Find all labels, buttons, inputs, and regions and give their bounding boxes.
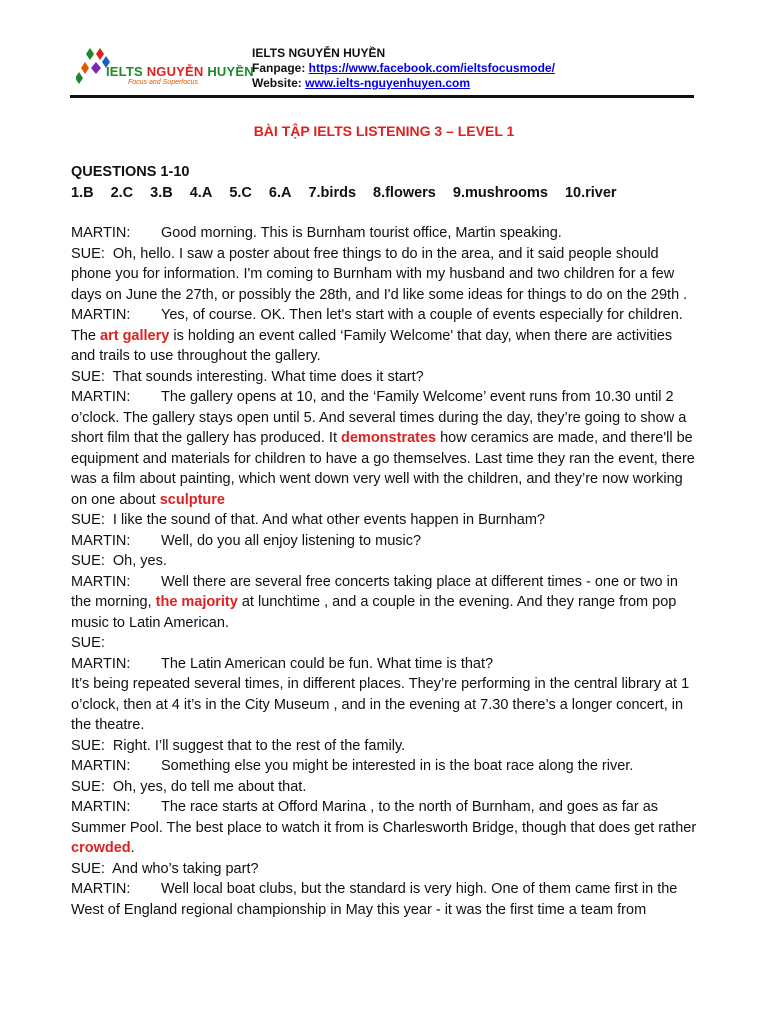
transcript-line: MARTIN: The Latin American could be fun. What time is that? [71,654,697,675]
questions-heading: QUESTIONS 1-10 [71,164,190,180]
document-title: BÀI TẬP IELTS LISTENING 3 – LEVEL 1 [253,123,515,139]
speaker-label: SUE: [71,778,105,795]
speaker-label: SUE: [71,860,105,877]
speaker-label: MARTIN: [71,389,131,405]
transcript-line: SUE: Oh, hello. I saw a poster about free things to do in the area, and it said people should phone you for information. I'm coming to Burnham with my husband and two children for a few days on June the 27th, or possibly the 28th, and I'd like some ideas for things to do on the 29th . [71,245,688,303]
speaker-label: MARTIN: [71,881,131,897]
answer-item: 9.mushrooms [452,184,548,201]
answer-item: 1.B [71,184,94,201]
org-info [252,46,555,91]
logo-tagline: Focus and Superfocus [128,79,199,86]
header-divider [70,95,694,98]
transcript-line: MARTIN: Something else you might be interested in is the boat race along the river. [71,756,697,777]
speaker-label: SUE: [71,737,105,754]
answer-key [71,183,697,204]
speaker-label: SUE: [71,512,105,528]
transcript-line: SUE: And who’s taking part? [71,860,259,877]
document-header [76,42,694,96]
speaker-label: MARTIN: [71,307,131,323]
speaker-label: MARTIN: [71,532,131,549]
speaker-label: MARTIN: [71,225,131,241]
transcript-line: SUE: Right. I’ll suggest that to the rest of the family. [71,737,406,754]
logo-wordmark: IELTS NGUYỄN HUYỀN [106,64,254,79]
website-line: Website: www.ielts-nguyenhuyen.com [252,76,471,90]
answer-item: 10.river [564,184,617,201]
answer-item: 8.flowers [373,184,436,201]
highlighted-answer: the majority [155,594,238,610]
transcript-line: SUE: Oh, yes, do tell me about that. [71,778,307,795]
highlighted-answer: crowded [71,840,131,856]
speaker-label: SUE: [71,368,105,385]
highlighted-answer: sculpture [159,491,225,508]
speaker-label: MARTIN: [71,655,131,672]
fanpage-line: Fanpage: https://www.facebook.com/ieltsfocusmode/ [252,61,555,75]
speaker-label: MARTIN: [71,799,131,815]
speaker-label: MARTIN: [71,573,131,590]
website-link[interactable]: www.ielts-nguyenhuyen.com [305,76,471,90]
transcript-line: MARTIN: Well local boat clubs, but the standard is very high. One of them came first in the West of England regional championship in May this year - it was the first time a team from [71,881,678,918]
transcript-line: It’s being repeated several times, in different places. They’re performing in the central library at 1 o’clock, then at 4 it’s in the City Museum , and in the evening at 7.30 there’s a longer concert, in the theatre. [71,676,690,733]
answer-item: 3.B [150,184,173,201]
speaker-label: SUE: [71,635,105,651]
org-name: IELTS NGUYỄN HUYỀN [252,46,386,60]
transcript-line: SUE: I like the sound of that. And what other events happen in Burnham? [71,512,545,528]
highlighted-answer: demonstrates [341,430,437,446]
answer-item: 6.A [268,184,292,201]
answer-item: 7.birds [308,184,357,201]
transcript-line: SUE: Oh, yes. [71,553,167,569]
answer-item: 2.C [110,184,134,201]
transcript-line: MARTIN: Well, do you all enjoy listening to music? [71,531,697,552]
answer-item: 5.C [229,184,252,201]
transcript-line: SUE: That sounds interesting. What time does it start? [71,368,424,385]
answer-item: 4.A [189,184,213,201]
speaker-label: SUE: [71,553,105,569]
transcript-line: MARTIN: Yes, of course. OK. Then let's start with a couple of events especially for children. The art gallery is holding an event called ‘Family Welcome' that day, when there are activities and trails to use throughout the gallery. [71,307,683,364]
brand-logo [76,46,254,94]
speaker-label: SUE: [71,245,105,262]
transcript-line: MARTIN: The gallery opens at 10, and the ‘Family Welcome’ event runs from 10.30 until 2 o’clock. The gallery stays open until 5. And several times during the day, they’re going to show a short film that the gallery has produced. It demonstrates how ceramics are made, and there'll be equipment and materials for children to have a go themselves. Last time they ran the event, there was a film about painting, which went down very well with the children, and they’re now working on one about sculpture [71,389,695,508]
transcript-line: MARTIN: Good morning. This is Burnham tourist office, Martin speaking. [71,223,697,244]
document-body [71,162,697,920]
speaker-label: MARTIN: [71,758,131,774]
fanpage-link[interactable]: https://www.facebook.com/ieltsfocusmode/ [308,61,555,75]
transcript-line: MARTIN: Well there are several free concerts taking place at different times - one or two in the morning, the majority at lunchtime , and a couple in the evening. And they range from pop music to Latin American. [71,573,678,631]
transcript-line: MARTIN: The race starts at Offord Marina , to the north of Burnham, and goes as far as Summer Pool. The best place to watch it from is Charlesworth Bridge, though that does get rather crowded. [71,799,697,856]
highlighted-answer: art gallery [100,327,170,344]
transcript-line [71,633,697,654]
